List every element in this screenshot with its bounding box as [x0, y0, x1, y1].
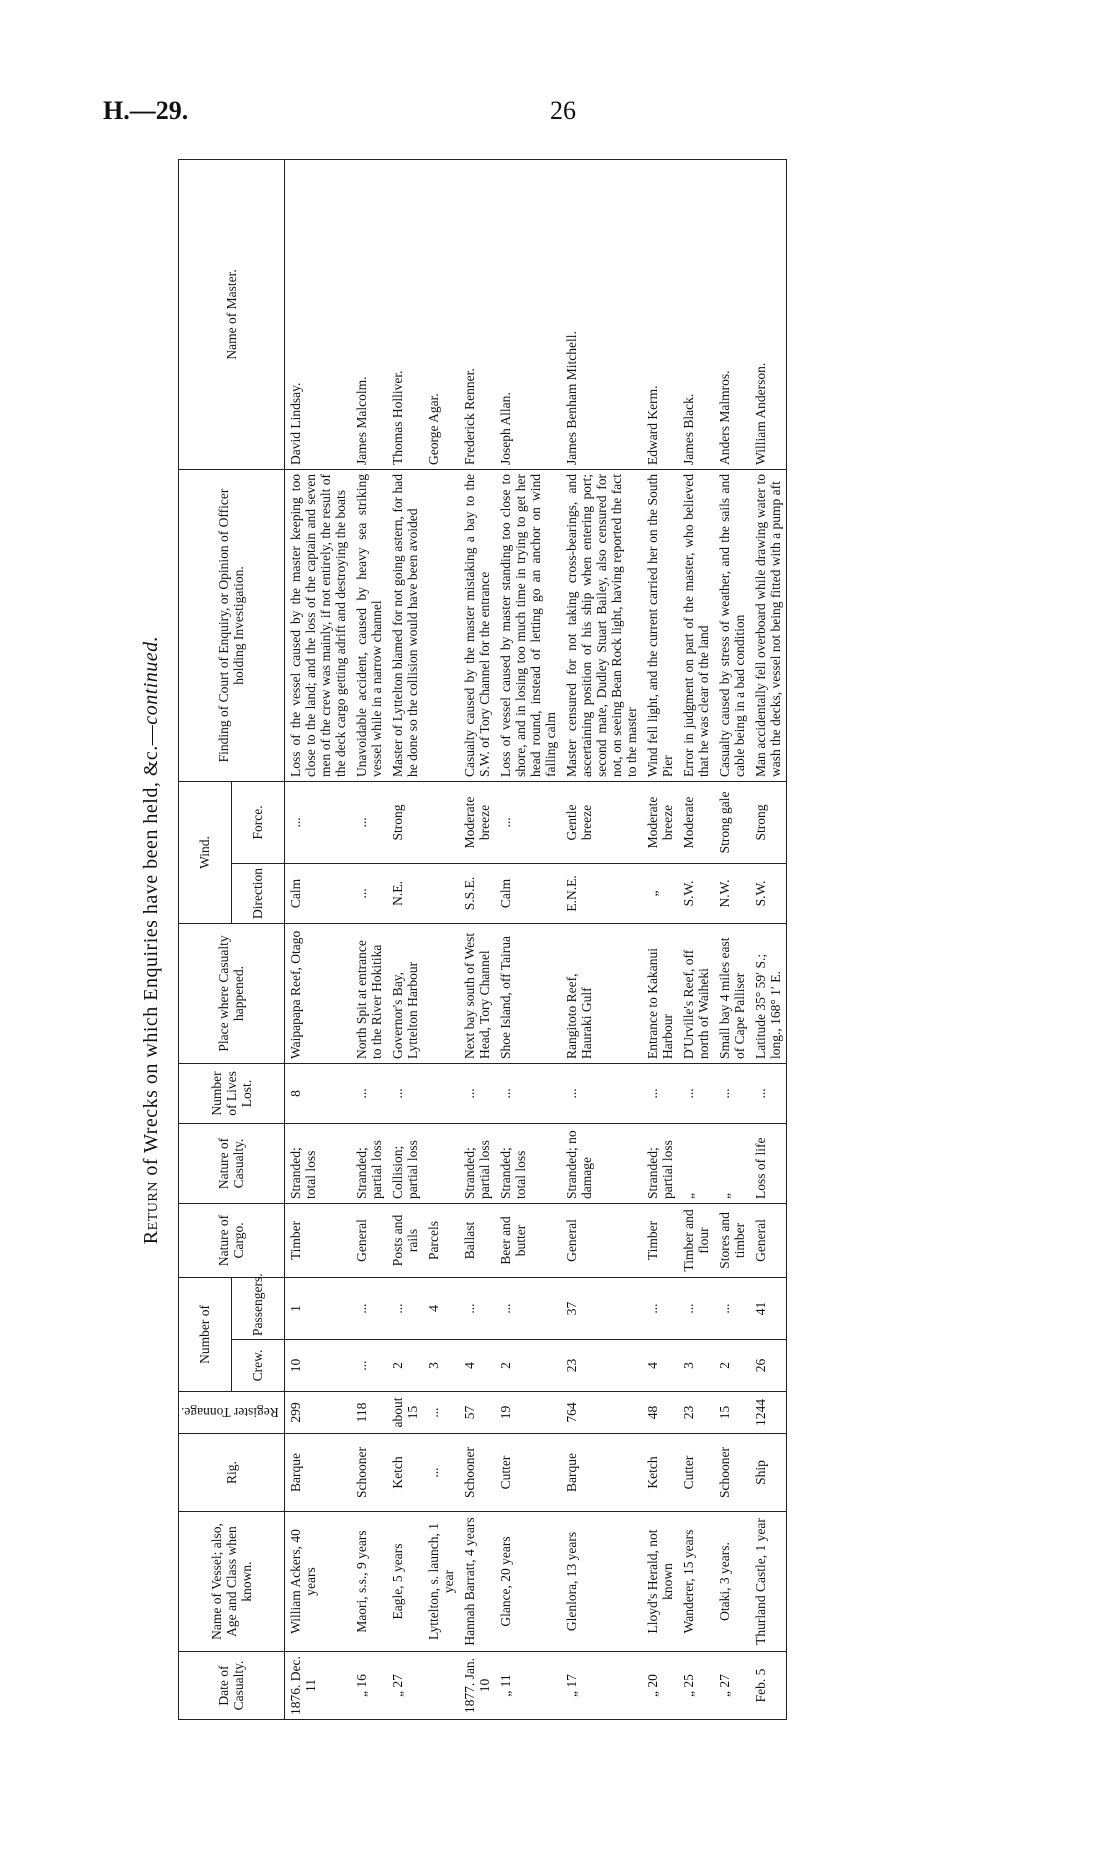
- cell-crew: 2: [387, 1340, 423, 1392]
- col-date: Date of Casualty.: [179, 1652, 285, 1720]
- cell-date: 1876. Dec. 11: [284, 1652, 351, 1720]
- cell-master: Joseph Allan.: [495, 159, 561, 469]
- cell-crew: 4: [459, 1340, 495, 1392]
- cell-lives: ...: [387, 1063, 423, 1123]
- cell-passengers: ...: [714, 1277, 750, 1339]
- cell-place: Latitude 35° 59′ S.; long., 168° 1′ E.: [750, 923, 787, 1063]
- cell-direction: S.S.E.: [459, 863, 495, 923]
- cell-casualty: „: [714, 1123, 750, 1203]
- cell-crew: 2: [495, 1340, 561, 1392]
- cell-finding: Loss of vessel caused by master standing too close to shore, and in losing too much time in trying to get her head round, instead of letting go an anchor on wind falling calm: [495, 469, 561, 781]
- cell-finding: [423, 469, 459, 781]
- cell-direction: N.W.: [714, 863, 750, 923]
- cell-casualty: Stranded; total loss: [284, 1123, 351, 1203]
- cell-tonnage: about 15: [387, 1392, 423, 1434]
- cell-date: „ 20: [642, 1652, 678, 1720]
- cell-master: James Black.: [678, 159, 714, 469]
- cell-cargo: Ballast: [459, 1203, 495, 1277]
- cell-force: ...: [351, 781, 387, 863]
- cell-crew: 26: [750, 1340, 787, 1392]
- cell-tonnage: 15: [714, 1392, 750, 1434]
- cell-rig: ...: [423, 1434, 459, 1512]
- cell-vessel: Glenlora, 13 years: [561, 1512, 642, 1652]
- table-row: [714, 159, 750, 1719]
- table-title: [140, 160, 174, 1720]
- cell-lives: ...: [495, 1063, 561, 1123]
- document-reference: H.—29.: [103, 96, 189, 125]
- table-row: [351, 159, 387, 1719]
- cell-vessel: Thurland Castle, 1 year: [750, 1512, 787, 1652]
- cell-master: Edward Kerm.: [642, 159, 678, 469]
- cell-rig: Cutter: [495, 1434, 561, 1512]
- col-casualty: Nature of Casualty.: [179, 1123, 285, 1203]
- table-row: [495, 159, 561, 1719]
- cell-rig: Ketch: [642, 1434, 678, 1512]
- cell-rig: Cutter: [678, 1434, 714, 1512]
- cell-passengers: 37: [561, 1277, 642, 1339]
- cell-cargo: General: [351, 1203, 387, 1277]
- cell-casualty: Stranded; total loss: [495, 1123, 561, 1203]
- table-row: [423, 159, 459, 1719]
- cell-tonnage: 299: [284, 1392, 351, 1434]
- cell-passengers: 1: [284, 1277, 351, 1339]
- col-place: Place where Casualty happened.: [179, 923, 285, 1063]
- cell-finding: Man accidentally fell overboard while drawing water to wash the decks, vessel not being fitted with a pump aft: [750, 469, 787, 781]
- cell-casualty: Collision; partial loss: [387, 1123, 423, 1203]
- cell-direction: S.W.: [750, 863, 787, 923]
- cell-lives: ...: [561, 1063, 642, 1123]
- col-passengers: Passengers.: [231, 1277, 284, 1339]
- cell-force: Strong: [387, 781, 423, 863]
- cell-date: „ 25: [678, 1652, 714, 1720]
- cell-place: Governor's Bay, Lyttelton Harbour: [387, 923, 423, 1063]
- cell-rig: Schooner: [351, 1434, 387, 1512]
- cell-tonnage: 23: [678, 1392, 714, 1434]
- cell-place: D'Urville's Reef, off north of Waiheki: [678, 923, 714, 1063]
- cell-direction: [423, 863, 459, 923]
- cell-place: Rangitoto Reef, Hauraki Gulf: [561, 923, 642, 1063]
- title-suffix: continued.: [140, 635, 162, 725]
- cell-master: Thomas Holliver.: [387, 159, 423, 469]
- table-row: [284, 159, 351, 1719]
- rotated-return-table-page: [140, 160, 1060, 1720]
- col-crew: Crew.: [231, 1340, 284, 1392]
- col-cargo: Nature of Cargo.: [179, 1203, 285, 1277]
- cell-tonnage: 19: [495, 1392, 561, 1434]
- cell-vessel: Glance, 20 years: [495, 1512, 561, 1652]
- table-row: [678, 159, 714, 1719]
- cell-direction: N.E.: [387, 863, 423, 923]
- cell-date: „ 11: [495, 1652, 561, 1720]
- cell-vessel: Lloyd's Herald, not known: [642, 1512, 678, 1652]
- cell-vessel: Lyttelton, s. launch, 1 year: [423, 1512, 459, 1652]
- cell-master: James Malcolm.: [351, 159, 387, 469]
- cell-direction: E.N.E.: [561, 863, 642, 923]
- cell-passengers: ...: [495, 1277, 561, 1339]
- table-row: [642, 159, 678, 1719]
- cell-rig: Barque: [284, 1434, 351, 1512]
- title-lead: Return: [140, 1181, 162, 1245]
- tonnage-label: Register Tonnage.: [181, 1405, 279, 1420]
- cell-direction: Calm: [284, 863, 351, 923]
- cell-lives: ...: [642, 1063, 678, 1123]
- cell-casualty: „: [678, 1123, 714, 1203]
- cell-vessel: Otaki, 3 years.: [714, 1512, 750, 1652]
- cell-crew: 3: [678, 1340, 714, 1392]
- cell-tonnage: ...: [423, 1392, 459, 1434]
- col-master: Name of Master.: [179, 159, 285, 469]
- cell-cargo: Timber: [642, 1203, 678, 1277]
- cell-finding: Loss of the vessel caused by the master keeping too close to the land; and the loss of the captain and seven men of the crew was mainly, if not entirely, the result of the deck cargo getting adrift and destroying the boats: [284, 469, 351, 781]
- cell-date: „ 27: [387, 1652, 423, 1720]
- cell-casualty: Stranded; partial loss: [351, 1123, 387, 1203]
- cell-finding: Casualty caused by stress of weather, and the sails and cable being in a bad condition: [714, 469, 750, 781]
- cell-date: „ 27: [714, 1652, 750, 1720]
- cell-passengers: ...: [642, 1277, 678, 1339]
- cell-master: James Benham Mitchell.: [561, 159, 642, 469]
- col-number-of: Number of: [179, 1277, 232, 1391]
- cell-date: 1877. Jan. 10: [459, 1652, 495, 1720]
- cell-lives: ...: [714, 1063, 750, 1123]
- cell-casualty: Stranded; no damage: [561, 1123, 642, 1203]
- cell-place: Entrance to Kakanui Harbour: [642, 923, 678, 1063]
- col-finding: Finding of Court of Enquiry, or Opinion of Officer holding Investigation.: [179, 469, 285, 781]
- cell-direction: ...: [351, 863, 387, 923]
- cell-rig: Ship: [750, 1434, 787, 1512]
- table-row: [387, 159, 423, 1719]
- cell-rig: Barque: [561, 1434, 642, 1512]
- cell-tonnage: 764: [561, 1392, 642, 1434]
- cell-cargo: Parcels: [423, 1203, 459, 1277]
- cell-finding: Wind fell light, and the current carried her on the South Pier: [642, 469, 678, 781]
- cell-master: David Lindsay.: [284, 159, 351, 469]
- cell-casualty: Stranded; partial loss: [459, 1123, 495, 1203]
- page-number: 26: [550, 96, 576, 125]
- cell-direction: S.W.: [678, 863, 714, 923]
- cell-casualty: [423, 1123, 459, 1203]
- cell-force: [423, 781, 459, 863]
- wrecks-table: [178, 159, 787, 1720]
- cell-crew: 2: [714, 1340, 750, 1392]
- cell-vessel: Eagle, 5 years: [387, 1512, 423, 1652]
- cell-cargo: Posts and rails: [387, 1203, 423, 1277]
- cell-cargo: General: [750, 1203, 787, 1277]
- cell-cargo: Stores and timber: [714, 1203, 750, 1277]
- cell-lives: ...: [750, 1063, 787, 1123]
- cell-lives: ...: [351, 1063, 387, 1123]
- cell-passengers: ...: [459, 1277, 495, 1339]
- cell-vessel: Hannah Barratt, 4 years: [459, 1512, 495, 1652]
- cell-date: [423, 1652, 459, 1720]
- cell-finding: Unavoidable accident, caused by heavy sea striking vessel while in a narrow channel: [351, 469, 387, 781]
- cell-force: Gentle breeze: [561, 781, 642, 863]
- col-lives: Number of Lives Lost.: [179, 1063, 285, 1123]
- cell-rig: Schooner: [714, 1434, 750, 1512]
- cell-lives: ...: [459, 1063, 495, 1123]
- table-row: [750, 159, 787, 1719]
- col-direction: Direction: [231, 863, 284, 923]
- col-tonnage: [179, 1392, 285, 1434]
- cell-passengers: 4: [423, 1277, 459, 1339]
- cell-force: ...: [495, 781, 561, 863]
- table-row: [561, 159, 642, 1719]
- cell-master: Anders Malmros.: [714, 159, 750, 469]
- cell-place: Small bay 4 miles east of Cape Palliser: [714, 923, 750, 1063]
- cell-cargo: Beer and butter: [495, 1203, 561, 1277]
- cell-date: „ 17: [561, 1652, 642, 1720]
- cell-vessel: Wanderer, 15 years: [678, 1512, 714, 1652]
- cell-vessel: William Ackers, 40 years: [284, 1512, 351, 1652]
- cell-place: [423, 923, 459, 1063]
- cell-passengers: ...: [351, 1277, 387, 1339]
- cell-place: North Spit at entrance to the River Hokitika: [351, 923, 387, 1063]
- cell-vessel: Maori, s.s., 9 years: [351, 1512, 387, 1652]
- cell-passengers: ...: [387, 1277, 423, 1339]
- cell-cargo: Timber: [284, 1203, 351, 1277]
- cell-force: Moderate: [678, 781, 714, 863]
- cell-cargo: Timber and flour: [678, 1203, 714, 1277]
- cell-master: William Anderson.: [750, 159, 787, 469]
- cell-date: „ 16: [351, 1652, 387, 1720]
- cell-place: Shoe Island, off Tairua: [495, 923, 561, 1063]
- cell-tonnage: 1244: [750, 1392, 787, 1434]
- cell-rig: Schooner: [459, 1434, 495, 1512]
- cell-force: Moderate breeze: [459, 781, 495, 863]
- cell-lives: ...: [678, 1063, 714, 1123]
- col-rig: Rig.: [179, 1434, 285, 1512]
- cell-crew: 23: [561, 1340, 642, 1392]
- cell-master: George Agar.: [423, 159, 459, 469]
- cell-lives: 8: [284, 1063, 351, 1123]
- cell-casualty: Loss of life: [750, 1123, 787, 1203]
- cell-direction: Calm: [495, 863, 561, 923]
- cell-place: Waipapapa Reef, Otago: [284, 923, 351, 1063]
- col-vessel: Name of Vessel; also, Age and Class when known.: [179, 1512, 285, 1652]
- cell-tonnage: 48: [642, 1392, 678, 1434]
- cell-finding: Casualty caused by the master mistaking a bay to the S.W. of Tory Channel for the entrance: [459, 469, 495, 781]
- cell-crew: 4: [642, 1340, 678, 1392]
- cell-crew: 3: [423, 1340, 459, 1392]
- cell-crew: 10: [284, 1340, 351, 1392]
- cell-place: Next bay south of West Head, Tory Channel: [459, 923, 495, 1063]
- title-main: of Wrecks on which Enquiries have been held, &c.—: [140, 724, 162, 1182]
- col-force: Force.: [231, 781, 284, 863]
- cell-lives: [423, 1063, 459, 1123]
- cell-cargo: General: [561, 1203, 642, 1277]
- cell-force: ...: [284, 781, 351, 863]
- cell-passengers: 41: [750, 1277, 787, 1339]
- table-row: [459, 159, 495, 1719]
- cell-finding: Error in judgment on part of the master, who believed that he was clear of the land: [678, 469, 714, 781]
- cell-rig: Ketch: [387, 1434, 423, 1512]
- cell-force: Strong: [750, 781, 787, 863]
- cell-tonnage: 57: [459, 1392, 495, 1434]
- cell-finding: Master censured for not taking cross-bearings, and ascertaining position of his ship when entering port; second mate, Dudley Stuart Bailey, also censured for not, on seeing Bean Rock light, having reported the fact to the master: [561, 469, 642, 781]
- cell-force: Strong gale: [714, 781, 750, 863]
- cell-passengers: ...: [678, 1277, 714, 1339]
- cell-crew: ...: [351, 1340, 387, 1392]
- cell-force: Moderate breeze: [642, 781, 678, 863]
- cell-finding: Master of Lyttelton blamed for not going astern, for had he done so the collision would have been avoided: [387, 469, 423, 781]
- cell-master: Frederick Renner.: [459, 159, 495, 469]
- cell-tonnage: 118: [351, 1392, 387, 1434]
- col-wind: Wind.: [179, 781, 232, 923]
- cell-date: Feb. 5: [750, 1652, 787, 1720]
- cell-casualty: Stranded; partial loss: [642, 1123, 678, 1203]
- cell-direction: „: [642, 863, 678, 923]
